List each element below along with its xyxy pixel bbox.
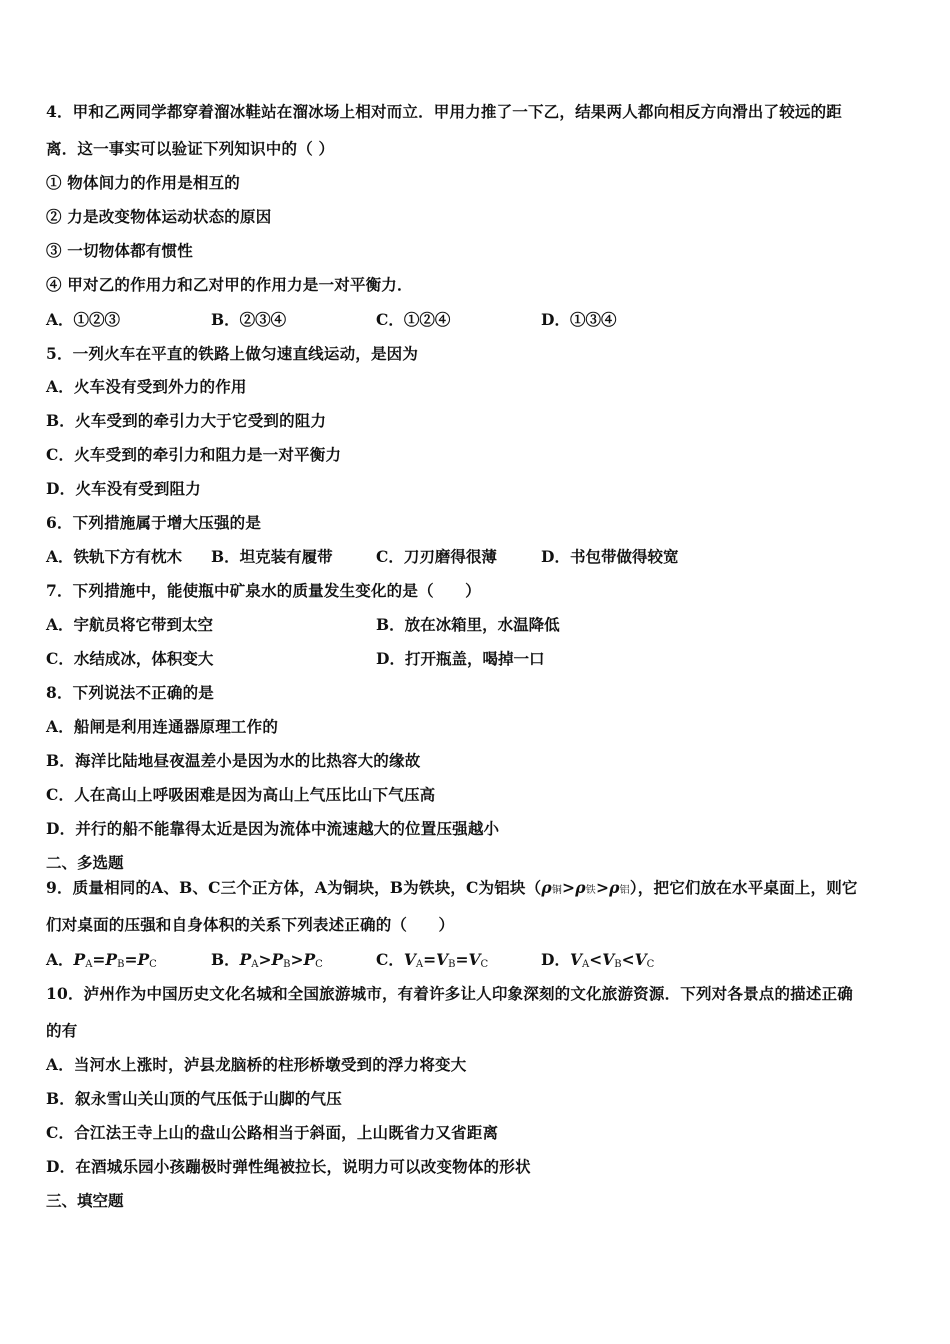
q4-item-3: ③ 一切物体都有惯性 xyxy=(46,241,193,260)
section-fill-blank-heading: 三、填空题 xyxy=(46,1191,124,1210)
q5-option-c: C．火车受到的牵引力和阻力是一对平衡力 xyxy=(46,445,342,464)
q7-option-c: C．水结成冰，体积变大 xyxy=(46,649,214,668)
q4-item-1: ① 物体间力的作用是相互的 xyxy=(46,173,240,192)
q5-option-b: B．火车受到的牵引力大于它受到的阻力 xyxy=(46,411,327,430)
q6-option-d: D．书包带做得较宽 xyxy=(541,547,679,566)
q9-stem-line1: 9．质量相同的A、B、C三个正方体，A为铜块，B为铁块，C为铝块（ρ铜>ρ铁>ρ铝），把它们放在水平桌面上，则它 xyxy=(46,878,858,897)
q10-option-b: B．叙永雪山关山顶的气压低于山脚的气压 xyxy=(46,1089,342,1108)
q9-option-b: B．$P_A>P_B>P_C$ xyxy=(211,950,323,970)
q5-option-d: D．火车没有受到阻力 xyxy=(46,479,201,498)
q10-option-d: D．在酒城乐园小孩蹦极时弹性绳被拉长，说明力可以改变物体的形状 xyxy=(46,1157,531,1176)
q4-option-a: A．①②③ xyxy=(46,310,121,329)
section-multiple-choice-heading: 二、多选题 xyxy=(46,853,124,872)
q4-item-2: ② 力是改变物体运动状态的原因 xyxy=(46,207,272,226)
q7-stem: 7．下列措施中，能使瓶中矿泉水的质量发生变化的是（ ） xyxy=(46,581,481,600)
q6-option-a: A．铁轨下方有枕木 xyxy=(46,547,183,566)
q8-stem: 8．下列说法不正确的是 xyxy=(46,683,214,702)
q7-option-b: B．放在冰箱里，水温降低 xyxy=(376,615,560,634)
q8-option-c: C．人在高山上呼吸困难是因为高山上气压比山下气压高 xyxy=(46,785,436,804)
q6-stem: 6．下列措施属于增大压强的是 xyxy=(46,513,262,532)
q4-option-d: D．①③④ xyxy=(541,310,617,329)
q5-option-a: A．火车没有受到外力的作用 xyxy=(46,377,247,396)
q9-option-c: C．$V_A=V_B=V_C$ xyxy=(376,950,489,970)
q10-option-c: C．合江法王寺上山的盘山公路相当于斜面，上山既省力又省距离 xyxy=(46,1123,499,1142)
q7-option-a: A．宇航员将它带到太空 xyxy=(46,615,214,634)
q10-stem-line1: 10．泸州作为中国历史文化名城和全国旅游城市，有着许多让人印象深刻的文化旅游资源．下列对各景点的描述正确 xyxy=(46,984,853,1003)
q5-stem: 5．一列火车在平直的铁路上做匀速直线运动，是因为 xyxy=(46,344,419,363)
q9-option-d: D．$V_A<V_B<V_C$ xyxy=(541,950,655,970)
q4-item-4: ④ 甲对乙的作用力和乙对甲的作用力是一对平衡力． xyxy=(46,275,413,294)
q7-option-d: D．打开瓶盖，喝掉一口 xyxy=(376,649,545,668)
q8-option-b: B．海洋比陆地昼夜温差小是因为水的比热容大的缘故 xyxy=(46,751,421,770)
q9-option-a: A．$P_A=P_B=P_C$ xyxy=(46,950,157,970)
q4-option-b: B．②③④ xyxy=(211,310,287,329)
q6-option-b: B．坦克装有履带 xyxy=(211,547,333,566)
q10-option-a: A．当河水上涨时，泸县龙脑桥的柱形桥墩受到的浮力将变大 xyxy=(46,1055,467,1074)
q4-stem-line1: 4．甲和乙两同学都穿着溜冰鞋站在溜冰场上相对而立．甲用力推了一下乙，结果两人都向相反方向滑出了较远的距 xyxy=(46,102,842,121)
q10-stem-line2: 的有 xyxy=(46,1021,78,1040)
q8-option-a: A．船闸是利用连通器原理工作的 xyxy=(46,717,279,736)
q6-option-c: C．刀刃磨得很薄 xyxy=(376,547,497,566)
q9-stem-line2: 们对桌面的压强和自身体积的关系下列表述正确的（ ） xyxy=(46,915,455,934)
q4-stem-line2: 离．这一事实可以验证下列知识中的（ ） xyxy=(46,139,335,158)
q4-option-c: C．①②④ xyxy=(376,310,451,329)
q8-option-d: D．并行的船不能靠得太近是因为流体中流速越大的位置压强越小 xyxy=(46,819,500,838)
